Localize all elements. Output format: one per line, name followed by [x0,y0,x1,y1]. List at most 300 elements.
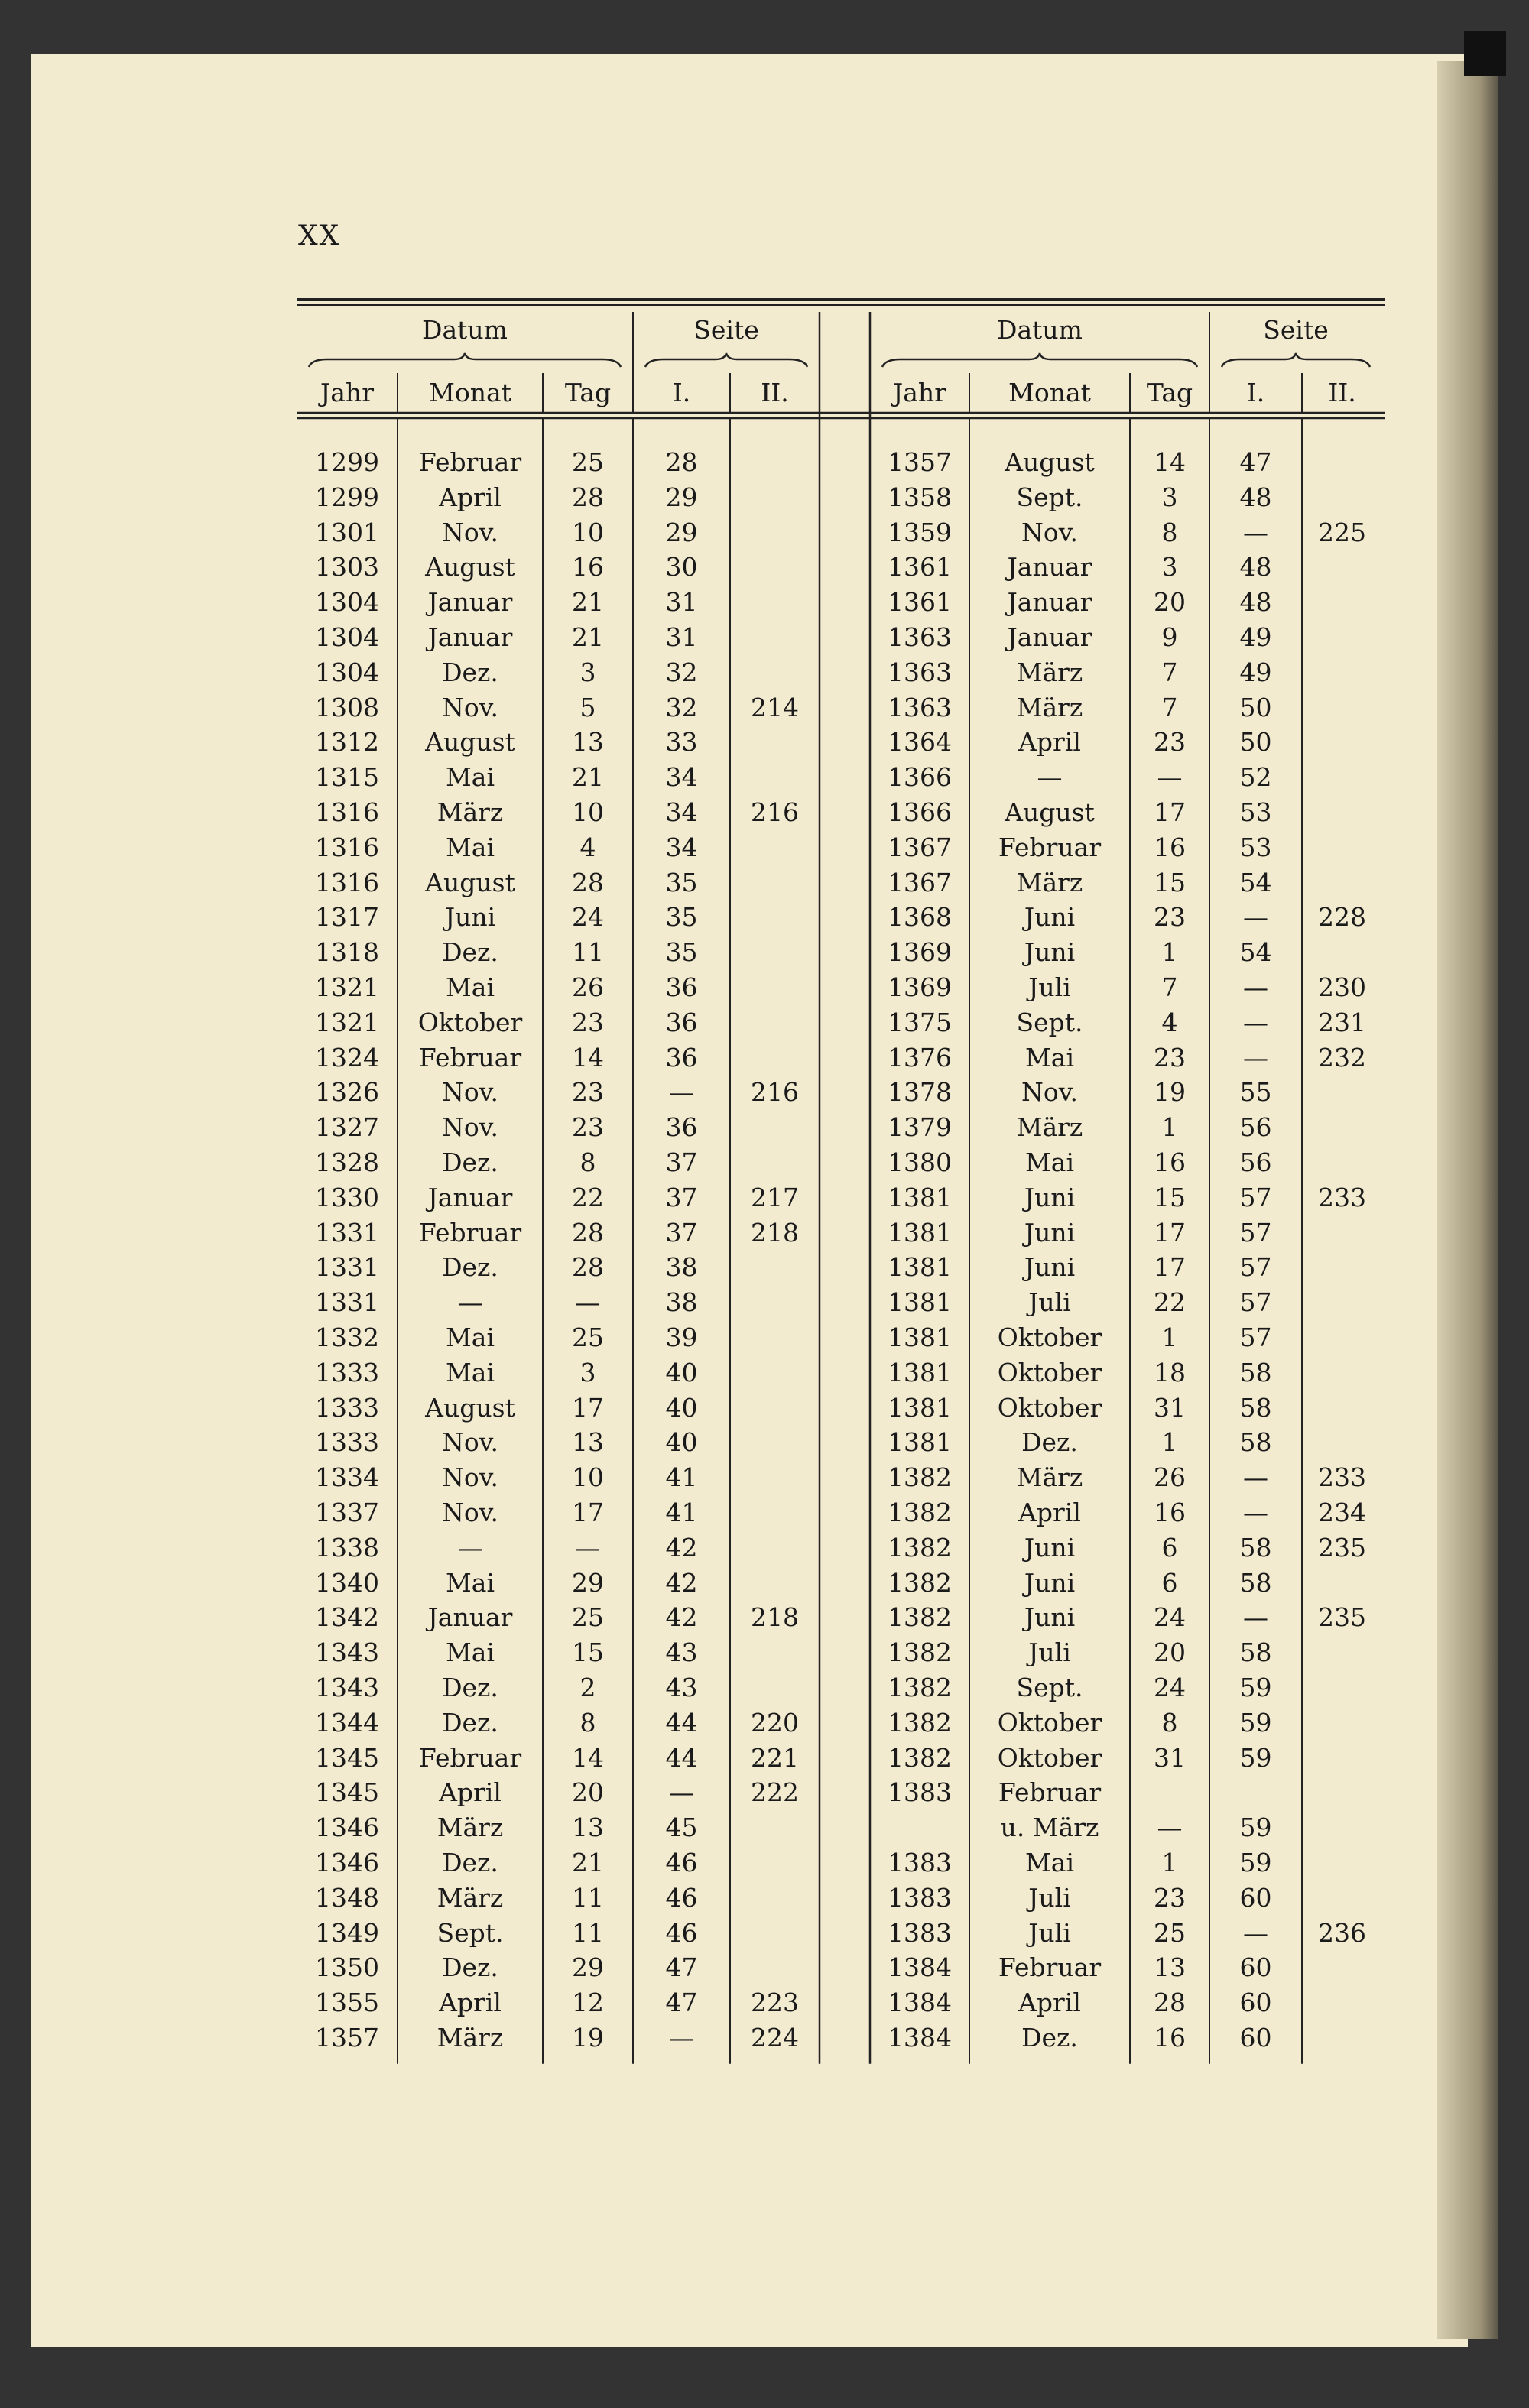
left-cell-monat: Dez. [442,1952,498,1983]
right-cell-seite-i: 58 [1239,1637,1272,1668]
left-cell-jahr: 1317 [315,902,379,933]
right-cell-monat: Juli [1028,1287,1071,1318]
left-cell-jahr: 1333 [315,1357,379,1387]
right-cell-jahr: 1382 [888,1532,952,1563]
left-cell-monat: August [425,552,515,583]
left-cell-jahr: 1346 [315,1812,379,1843]
left-cell-jahr: 1318 [315,937,379,968]
left-cell-jahr: 1345 [315,1777,379,1808]
right-cell-tag: 23 [1154,727,1186,758]
left-cell-seite-i: 43 [665,1637,698,1668]
left-cell-monat: Oktober [417,1007,523,1037]
right-cell-seite-i: 49 [1239,657,1272,687]
right-cell-tag: 6 [1161,1567,1178,1598]
right-cell-seite-i: 58 [1239,1357,1272,1387]
right-cell-jahr [870,1811,969,1845]
right-cell-monat: Juni [1024,1217,1076,1248]
left-cell-tag: 21 [572,762,604,793]
left-cell-tag: 29 [572,1952,604,1983]
left-cell-monat: Nov. [442,692,498,722]
right-cell-jahr: 1382 [888,1742,952,1773]
right-cell-seite-ii [1302,1146,1382,1180]
right-cell-tag: 16 [1154,1498,1186,1527]
left-cell-seite-ii: 218 [751,1602,799,1633]
right-cell-jahr: 1379 [888,1112,952,1143]
right-cell-jahr: 1384 [888,2023,952,2053]
left-cell-seite-ii [730,550,820,584]
right-cell-jahr: 1382 [888,1602,952,1633]
left-cell-monat: — [457,1532,483,1563]
left-cell-jahr: 1331 [315,1252,379,1283]
left-cell-tag: 8 [579,1147,596,1177]
right-cell-seite-i: — [1243,1462,1268,1493]
right-cell-tag: 17 [1154,797,1186,827]
left-cell-tag: 13 [572,1812,604,1843]
left-cell-seite-ii: 223 [751,1988,799,2018]
left-cell-seite-i: 44 [665,1742,698,1773]
right-cell-seite-ii: 233 [1318,1182,1366,1212]
right-cell-jahr: 1384 [888,1988,952,2018]
right-cell-seite-i: 47 [1239,447,1272,477]
right-cell-tag: — [1157,1812,1183,1843]
right-cell-seite-i: 57 [1239,1217,1272,1248]
left-cell-jahr: 1331 [315,1217,379,1248]
left-cell-seite-i: 34 [665,762,698,793]
right-cell-monat: Mai [1024,1042,1075,1073]
right-cell-seite-ii [1302,1076,1382,1109]
left-cell-seite-i: 34 [665,832,698,862]
right-cell-jahr: 1361 [888,587,952,618]
left-cell-jahr: 1321 [315,972,379,1002]
left-cell-seite-i: 41 [665,1462,698,1493]
left-cell-jahr: 1338 [315,1532,379,1563]
left-cell-seite-i: 34 [665,797,698,827]
right-cell-jahr: 1383 [888,1917,952,1948]
right-cell-seite-ii [1302,1251,1382,1284]
left-cell-monat: Februar [418,1217,522,1248]
left-cell-seite-ii [730,1846,820,1880]
left-cell-seite-i: 40 [665,1427,698,1458]
left-cell-seite-ii: 224 [751,2023,799,2053]
left-col-monat-header: Monat [429,378,511,407]
left-cell-monat: Mai [445,832,495,862]
left-cell-jahr: 1303 [315,552,379,583]
left-cell-seite-i: 37 [665,1217,698,1248]
right-cell-seite-i: — [1243,1917,1268,1948]
left-cell-jahr: 1333 [315,1392,379,1423]
right-cell-seite-i: — [1243,1498,1268,1527]
right-cell-jahr: 1380 [888,1147,952,1177]
left-cell-monat: März [437,797,504,827]
right-cell-monat: Juli [1028,972,1071,1002]
right-cell-jahr: 1381 [888,1252,952,1283]
left-col-seite-i-header: I. [672,378,691,407]
right-cell-tag: 31 [1154,1392,1186,1423]
left-cell-seite-ii [730,1461,820,1494]
left-cell-tag: 3 [579,657,596,687]
right-cell-seite-i: — [1243,517,1268,547]
left-cell-monat: Dez. [442,1673,498,1702]
right-cell-tag [1130,1776,1209,1809]
left-cell-seite-ii [730,1881,820,1915]
right-seite-header: Seite [1263,315,1329,345]
right-cell-seite-ii [1302,481,1382,514]
left-cell-seite-i: 35 [665,902,698,933]
right-cell-seite-i: 49 [1239,622,1272,652]
right-cell-seite-i: — [1243,902,1268,933]
right-datum-brace [882,353,1197,367]
right-cell-seite-i: 58 [1239,1427,1272,1458]
right-cell-seite-ii [1302,2021,1382,2055]
right-cell-seite-i: 60 [1239,1952,1272,1983]
left-cell-seite-i: 42 [665,1532,698,1563]
left-cell-monat: Dez. [442,657,498,687]
left-cell-seite-i: 36 [665,1007,698,1037]
right-cell-tag: 7 [1161,972,1178,1002]
left-cell-tag: 28 [572,1252,604,1283]
left-cell-seite-i: 32 [665,692,698,722]
right-cell-seite-ii [1302,1846,1382,1880]
left-cell-seite-i: 29 [665,482,698,512]
right-cell-seite-i [1209,1776,1302,1809]
right-cell-tag: 14 [1154,447,1186,477]
right-cell-jahr: 1363 [888,622,952,652]
left-cell-monat: März [437,2023,504,2053]
left-cell-monat: März [437,1812,504,1843]
right-cell-jahr: 1378 [888,1077,952,1108]
right-cell-seite-ii: 235 [1318,1532,1366,1563]
right-cell-monat: Juli [1028,1637,1071,1668]
right-cell-monat: Oktober [997,1742,1102,1773]
left-cell-seite-i: 47 [665,1952,698,1983]
left-cell-seite-ii: 214 [751,692,799,722]
right-cell-monat: Mai [1024,1147,1075,1177]
left-seite-brace [645,353,807,367]
right-cell-seite-i: 59 [1239,1673,1272,1702]
right-cell-jahr: 1382 [888,1637,952,1668]
right-cell-seite-ii [1302,1951,1382,1984]
right-cell-seite-i: 54 [1239,867,1272,897]
right-cell-tag: 26 [1154,1462,1186,1493]
left-cell-monat: — [457,1287,483,1318]
right-cell-seite-ii [1302,691,1382,725]
right-cell-monat: März [1016,692,1083,722]
right-cell-tag: 1 [1161,937,1178,968]
left-cell-monat: Nov. [442,1498,498,1527]
left-cell-jahr: 1346 [315,1848,379,1877]
right-cell-jahr: 1363 [888,692,952,722]
left-cell-seite-i: 36 [665,1112,698,1143]
right-cell-tag: 3 [1161,552,1178,583]
left-cell-seite-ii [730,586,820,619]
right-cell-tag: 6 [1161,1532,1178,1563]
right-cell-monat: Juni [1024,1532,1076,1563]
left-cell-tag: 24 [572,902,604,933]
left-cell-tag: 28 [572,482,604,512]
right-cell-seite-i: 50 [1239,727,1272,758]
right-cell-jahr: 1382 [888,1498,952,1527]
left-cell-seite-i: 39 [665,1322,698,1352]
right-cell-seite-i: 56 [1239,1147,1272,1177]
left-cell-jahr: 1328 [315,1147,379,1177]
right-col-monat-header: Monat [1008,378,1091,407]
left-cell-jahr: 1332 [315,1322,379,1352]
right-cell-seite-ii: 230 [1318,972,1366,1002]
left-cell-tag: 21 [572,622,604,652]
left-cell-jahr: 1304 [315,657,379,687]
left-cell-monat: Mai [445,762,495,793]
left-col-seite-ii-header: II. [761,378,789,407]
right-cell-seite-ii [1302,1391,1382,1425]
left-cell-seite-i: 30 [665,552,698,583]
left-cell-seite-i: 35 [665,937,698,968]
right-cell-seite-ii: 236 [1318,1917,1366,1948]
left-cell-jahr: 1340 [315,1567,379,1598]
left-cell-monat: Januar [427,587,513,618]
right-cell-monat: Dez. [1021,1427,1078,1458]
right-cell-tag: 15 [1154,867,1186,897]
left-cell-jahr: 1316 [315,867,379,897]
left-cell-tag: 11 [572,1917,604,1948]
right-cell-seite-i: 57 [1239,1287,1272,1318]
right-cell-seite-i: 57 [1239,1322,1272,1352]
right-cell-seite-i: 48 [1239,482,1272,512]
left-cell-tag: 10 [572,797,604,827]
right-cell-jahr: 1369 [888,937,952,968]
right-cell-monat: März [1016,1112,1083,1143]
left-cell-seite-i: 38 [665,1287,698,1318]
left-cell-monat: Nov. [442,1462,498,1493]
right-cell-monat: April [1018,727,1081,758]
left-cell-tag: 13 [572,727,604,758]
left-cell-seite-ii [730,446,820,479]
left-cell-seite-i: 32 [665,657,698,687]
left-cell-seite-i: 46 [665,1882,698,1913]
right-cell-tag: 1 [1161,1848,1178,1877]
right-cell-seite-ii [1302,725,1382,759]
left-cell-jahr: 1315 [315,762,379,793]
right-col-seite-ii-header: II. [1328,378,1356,407]
right-col-jahr-header: Jahr [893,378,946,407]
left-cell-tag: 21 [572,587,604,618]
left-cell-jahr: 1312 [315,727,379,758]
left-cell-seite-ii [730,1496,820,1530]
right-cell-tag: 20 [1154,1637,1186,1668]
left-cell-tag: 8 [579,1707,596,1738]
left-datum-brace [309,353,621,367]
right-cell-monat: Sept. [1016,482,1083,512]
right-cell-jahr: 1366 [888,762,952,793]
left-cell-seite-i: 33 [665,727,698,758]
right-cell-seite-ii [1302,621,1382,654]
left-cell-seite-ii [730,1286,820,1319]
left-cell-tag: 28 [572,1217,604,1248]
right-col-seite-i-header: I. [1246,378,1265,407]
left-cell-tag: 26 [572,972,604,1002]
right-cell-tag: 3 [1161,482,1178,512]
left-col-jahr-header: Jahr [320,378,374,407]
left-cell-tag: 16 [572,552,604,583]
left-cell-seite-ii [730,1531,820,1565]
left-cell-seite-i: 46 [665,1848,698,1877]
right-cell-seite-ii [1302,936,1382,969]
right-cell-jahr: 1367 [888,832,952,862]
right-cell-monat: Nov. [1021,517,1078,547]
left-cell-tag: 2 [579,1673,596,1702]
left-cell-monat: Mai [445,972,495,1002]
left-cell-seite-ii [730,516,820,550]
left-cell-monat: Mai [445,1567,495,1598]
left-cell-jahr: 1349 [315,1917,379,1948]
left-cell-seite-ii [730,725,820,759]
right-cell-monat: Oktober [997,1322,1102,1352]
left-cell-jahr: 1345 [315,1742,379,1773]
right-cell-seite-i: 53 [1239,797,1272,827]
right-cell-seite-i: 50 [1239,692,1272,722]
left-cell-seite-i: 41 [665,1498,698,1527]
right-cell-seite-ii [1302,446,1382,479]
left-cell-monat: Februar [418,1042,522,1073]
right-cell-seite-ii [1302,1741,1382,1775]
right-cell-monat: Juni [1024,1602,1076,1633]
left-cell-monat: Nov. [442,517,498,547]
right-cell-monat: Juli [1028,1917,1071,1948]
left-cell-jahr: 1316 [315,797,379,827]
left-cell-monat: Mai [445,1637,495,1668]
left-cell-seite-ii [730,1916,820,1950]
left-cell-seite-ii: 216 [751,797,799,827]
left-cell-monat: August [425,727,515,758]
right-cell-monat: Oktober [997,1357,1102,1387]
right-cell-jahr: 1383 [888,1882,952,1913]
left-cell-seite-ii [730,1111,820,1144]
right-cell-jahr: 1375 [888,1007,952,1037]
right-cell-monat: Februar [998,832,1102,862]
right-cell-seite-ii [1302,1111,1382,1144]
right-cell-seite-ii [1302,796,1382,829]
right-cell-seite-i: — [1243,1602,1268,1633]
right-cell-jahr: 1363 [888,657,952,687]
left-cell-tag: 15 [572,1637,604,1668]
right-cell-tag: 15 [1154,1182,1186,1212]
left-cell-seite-i: 43 [665,1673,698,1702]
left-cell-seite-ii [730,1146,820,1180]
left-cell-tag: 10 [572,1462,604,1493]
right-cell-jahr: 1358 [888,482,952,512]
left-col-tag-header: Tag [564,378,612,407]
right-cell-jahr: 1384 [888,1952,952,1983]
right-cell-monat: März [1016,657,1083,687]
right-cell-seite-ii [1302,586,1382,619]
left-cell-seite-i: 44 [665,1707,698,1738]
right-cell-jahr: 1359 [888,517,952,547]
right-cell-seite-ii [1302,1706,1382,1740]
left-cell-seite-ii [730,901,820,934]
right-cell-jahr: 1366 [888,797,952,827]
right-cell-seite-i: 56 [1239,1112,1272,1143]
right-cell-seite-ii: 225 [1318,517,1366,547]
right-cell-seite-i: 58 [1239,1567,1272,1598]
right-cell-seite-ii [1302,1566,1382,1600]
left-cell-monat: Februar [418,1742,522,1773]
right-cell-seite-ii [1302,1636,1382,1670]
right-cell-seite-ii [1302,1356,1382,1390]
left-cell-seite-i: 38 [665,1252,698,1283]
right-cell-jahr: 1382 [888,1673,952,1702]
left-cell-tag: 25 [572,447,604,477]
left-cell-seite-i: 31 [665,622,698,652]
right-cell-jahr: 1376 [888,1042,952,1073]
right-cell-seite-i: 60 [1239,1882,1272,1913]
left-cell-tag: 28 [572,867,604,897]
left-cell-jahr: 1355 [315,1988,379,2018]
left-cell-seite-ii: 218 [751,1217,799,1248]
right-cell-seite-i: — [1243,1007,1268,1037]
right-col-tag-header: Tag [1146,378,1193,407]
right-cell-seite-ii [1302,831,1382,865]
left-cell-seite-ii [730,971,820,1004]
left-cell-seite-ii [730,1251,820,1284]
left-seite-header: Seite [693,315,759,345]
right-cell-seite-i: 53 [1239,832,1272,862]
right-cell-tag: 7 [1161,692,1178,722]
right-cell-jahr: 1367 [888,867,952,897]
left-cell-monat: Januar [427,622,513,652]
left-cell-monat: Dez. [442,1252,498,1283]
right-cell-seite-i: 57 [1239,1252,1272,1283]
right-cell-monat: — [1037,762,1063,793]
left-cell-seite-ii [730,936,820,969]
left-cell-jahr: 1304 [315,622,379,652]
right-cell-jahr: 1382 [888,1462,952,1493]
right-cell-tag: 16 [1154,832,1186,862]
right-cell-jahr: 1381 [888,1217,952,1248]
right-cell-tag: 17 [1154,1217,1186,1248]
left-cell-monat: April [439,1777,502,1808]
left-cell-monat: August [425,1392,515,1423]
right-cell-seite-ii [1302,1286,1382,1319]
left-cell-seite-ii [730,1356,820,1390]
right-cell-tag: 18 [1154,1357,1186,1387]
left-cell-jahr: 1299 [315,447,379,477]
left-cell-monat: Dez. [442,937,498,968]
left-cell-tag: 23 [572,1077,604,1108]
left-cell-monat: Juni [444,902,496,933]
left-cell-seite-i: 42 [665,1567,698,1598]
left-cell-tag: 10 [572,517,604,547]
right-cell-seite-ii [1302,1986,1382,2020]
left-cell-jahr: 1324 [315,1042,379,1073]
left-cell-monat: Dez. [442,1848,498,1877]
right-cell-monat: August [1005,447,1095,477]
left-cell-monat: August [425,867,515,897]
left-cell-tag: 17 [572,1498,604,1527]
right-cell-seite-ii [1302,1671,1382,1705]
right-cell-seite-ii [1302,866,1382,900]
left-cell-seite-ii [730,621,820,654]
left-cell-seite-ii [730,481,820,514]
right-cell-seite-i: 48 [1239,587,1272,618]
left-cell-tag: 25 [572,1602,604,1633]
left-cell-jahr: 1333 [315,1427,379,1458]
left-cell-monat: April [439,482,502,512]
right-cell-monat: Februar [998,1777,1102,1808]
right-cell-tag: 1 [1161,1427,1178,1458]
left-cell-tag: 22 [572,1182,604,1212]
right-cell-tag: 8 [1161,1707,1178,1738]
right-cell-seite-i: 58 [1239,1532,1272,1563]
right-cell-seite-ii [1302,1776,1382,1809]
